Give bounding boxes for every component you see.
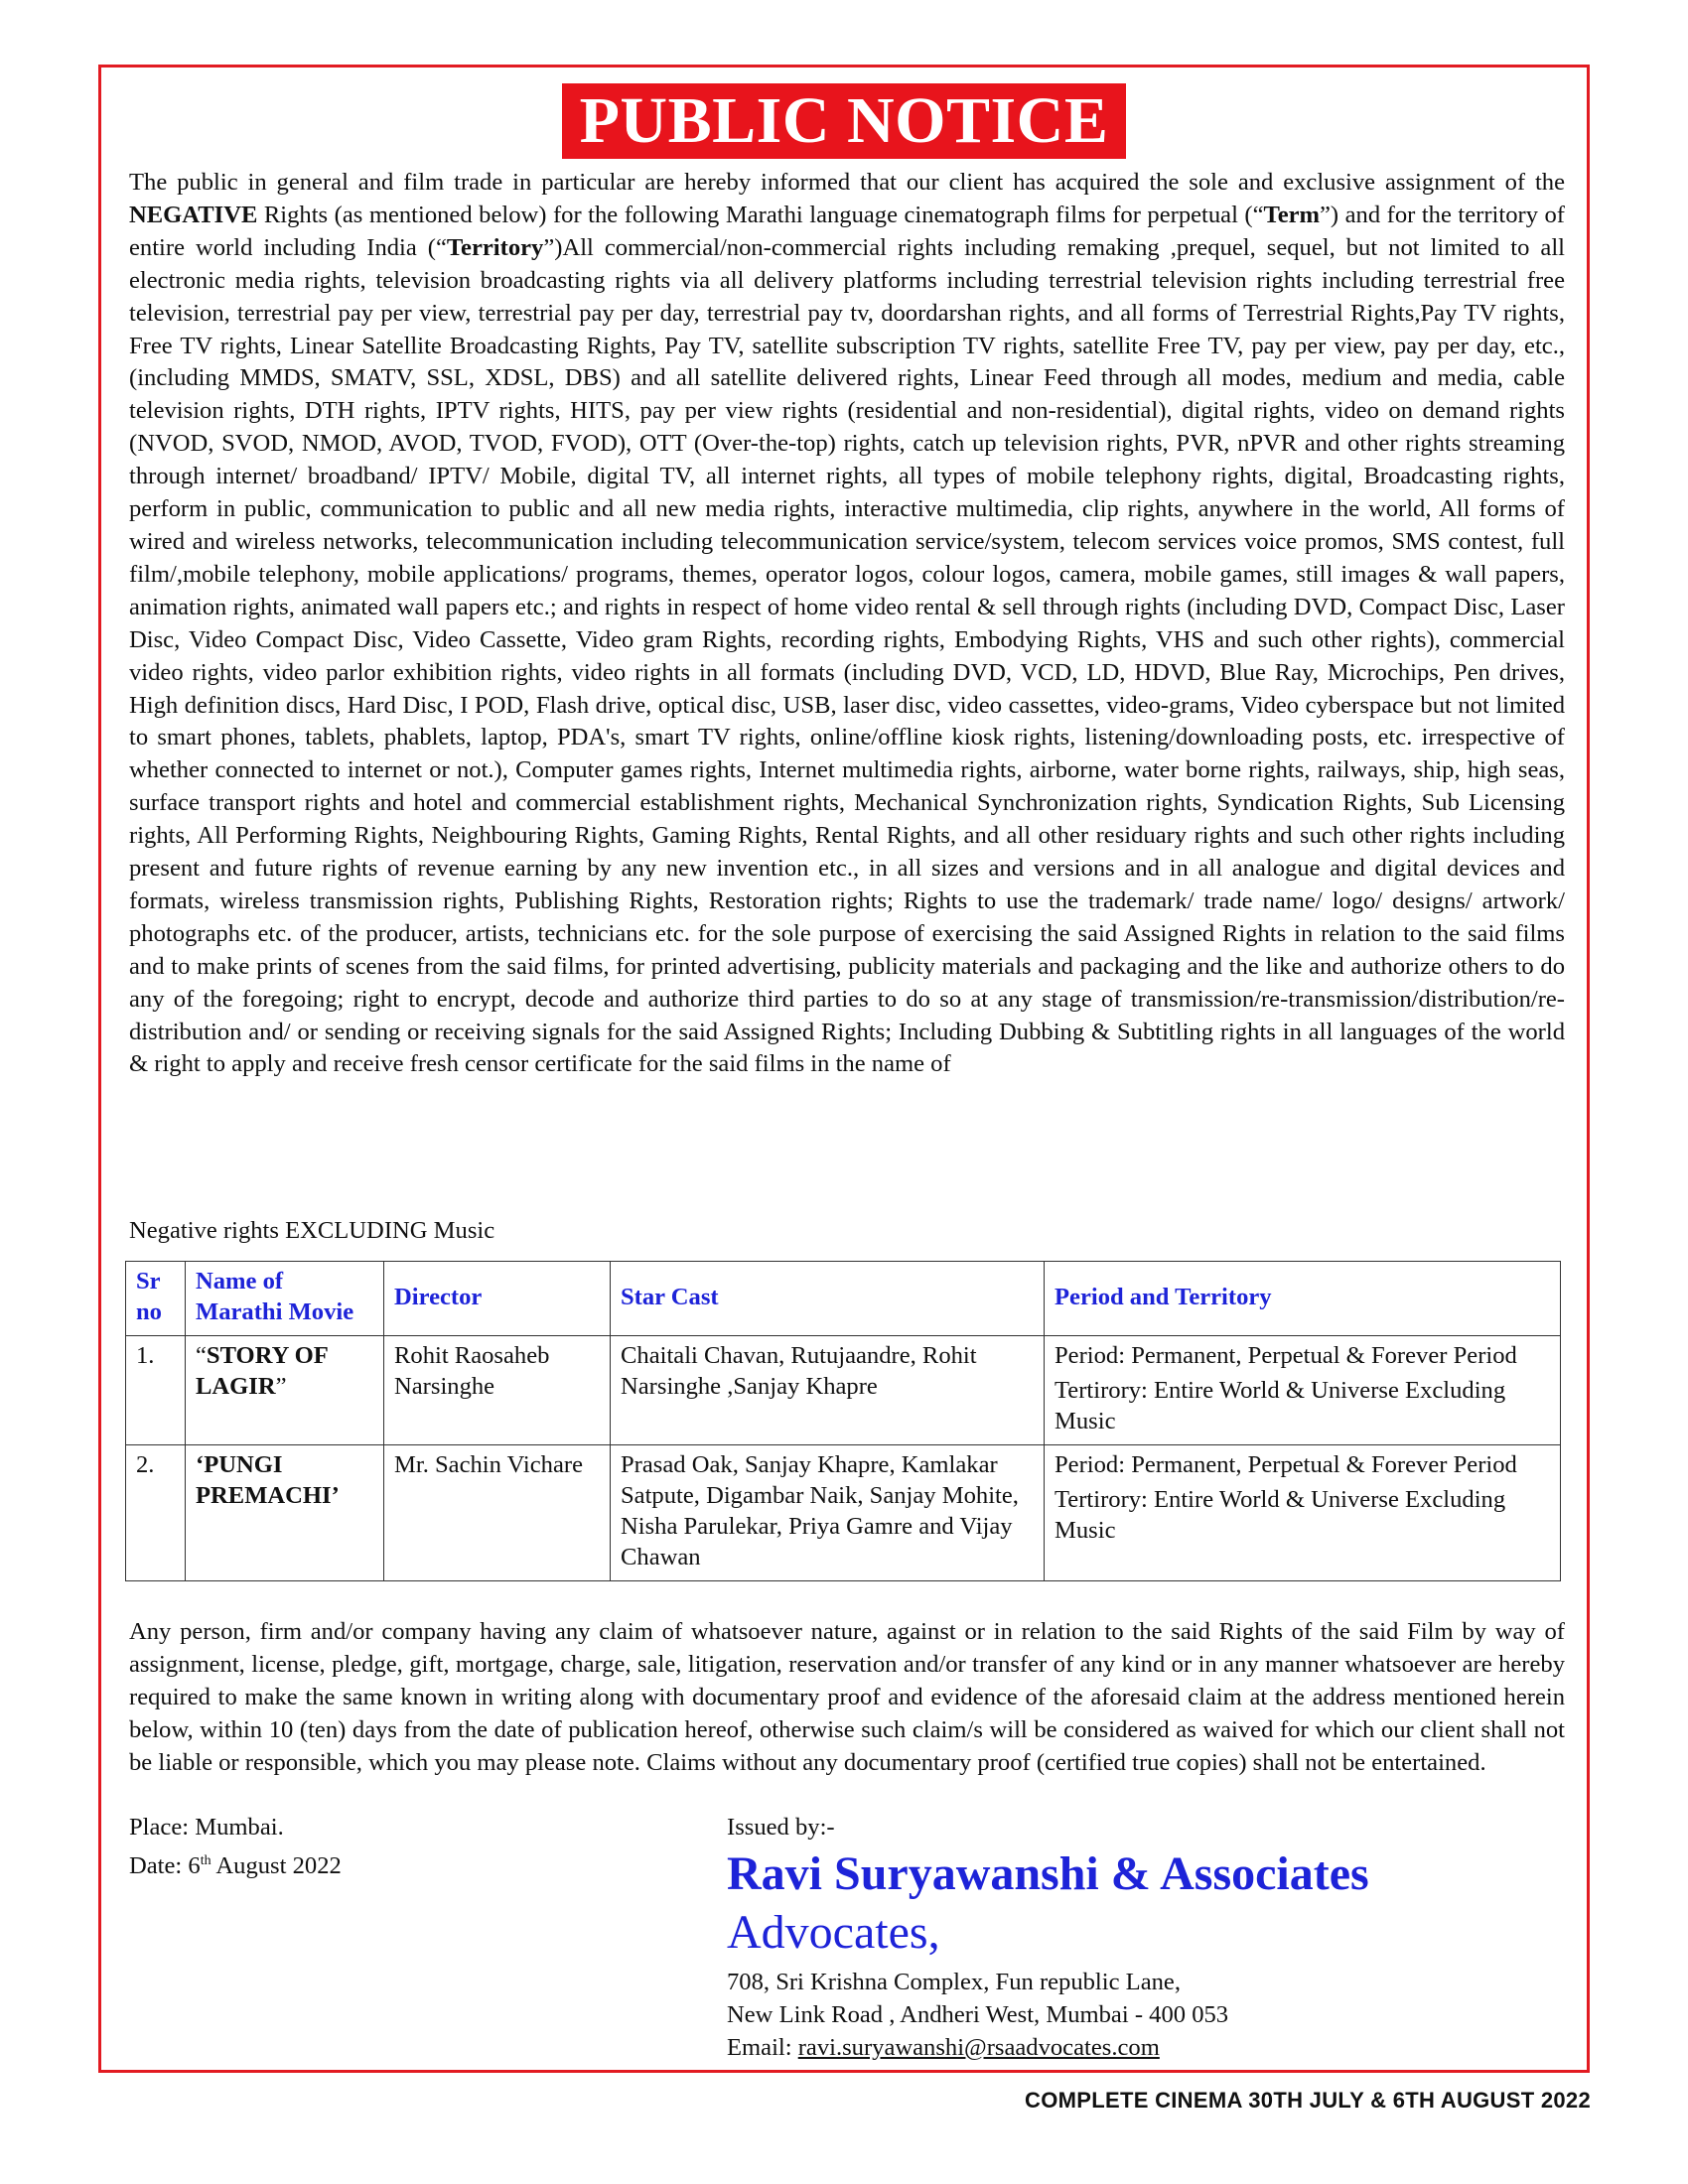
header-director: Director	[384, 1262, 611, 1336]
movie-quote-close: ”	[275, 1373, 287, 1400]
publication-footer: COMPLETE CINEMA 30TH JULY & 6TH AUGUST 2022	[1025, 2088, 1591, 2113]
intro-bold-negative: NEGATIVE	[129, 201, 258, 228]
row-director: Rohit Raosaheb Narsinghe	[384, 1336, 611, 1445]
notice-frame	[98, 65, 1590, 2073]
address-line-1: 708, Sri Krishna Complex, Fun republic Lane,	[727, 1969, 1181, 1995]
intro-bold-term: Term	[1263, 201, 1321, 228]
place-date-block	[129, 1811, 342, 1883]
email-link[interactable]: ravi.suryawanshi@rsaadvocates.com	[797, 2034, 1160, 2061]
address-block	[727, 1966, 1228, 2064]
intro-bold-territory: Territory	[446, 233, 544, 261]
row-cast: Chaitali Chavan, Rutujaandre, Rohit Narsinghe ,Sanjay Khapre	[611, 1336, 1045, 1445]
row-director: Mr. Sachin Vichare	[384, 1445, 611, 1581]
date-sup: th	[200, 1853, 211, 1868]
firm-name: Ravi Suryawanshi & Associates	[727, 1847, 1369, 1900]
header-cast: Star Cast	[611, 1262, 1045, 1336]
issued-by-label: Issued by:-	[727, 1814, 835, 1841]
header-period: Period and Territory	[1045, 1262, 1561, 1336]
movie-name: STORY OF LAGIR	[196, 1342, 328, 1400]
negative-rights-line: Negative rights EXCLUDING Music	[129, 1217, 495, 1244]
films-table	[125, 1261, 1561, 1581]
intro-text-1: The public in general and film trade in particular are hereby informed that our client has acquired the sole and exclusive assignment of the	[129, 169, 1565, 196]
intro-text-3: ”) and for the territory of entire world including India (“	[129, 201, 1565, 261]
row-period-territory	[1045, 1445, 1561, 1581]
row-territory: Tertirory: Entire World & Universe Excluding Music	[1055, 1486, 1506, 1544]
row-period-territory	[1045, 1336, 1561, 1445]
notice-title: PUBLIC NOTICE	[562, 83, 1127, 159]
row-movie	[186, 1445, 384, 1581]
movie-quote-open: “	[196, 1342, 207, 1369]
row-period: Period: Permanent, Perpetual & Forever Period	[1055, 1342, 1517, 1369]
date-prefix: Date: 6	[129, 1852, 201, 1880]
row-movie	[186, 1336, 384, 1445]
intro-paragraph	[129, 167, 1565, 1081]
row-cast: Prasad Oak, Sanjay Khapre, Kamlakar Satpute, Digambar Naik, Sanjay Mohite, Nisha Parulekar, Priya Gamre and Vijay Chawan	[611, 1445, 1045, 1581]
row-sr: 2.	[126, 1445, 186, 1581]
row-sr: 1.	[126, 1336, 186, 1445]
intro-text-4: ”)All commercial/non-commercial rights including remaking ,prequel, sequel, but not limited to all electronic media rights, television broadcasting rights via all delivery platforms including terrestrial television rights including terrestrial free television, terrestrial pay per view, terrestrial pay per day, terrestrial pay tv, doordarshan rights, and all forms of Terrestrial Rights,Pay TV rights, Free TV rights, Linear Satellite Broadcasting Rights, Pay TV, satellite subscription TV rights, satellite Free TV, pay per view, pay per day, etc., (including MMDS, SMATV, SSL, XDSL, DBS) and all satellite delivered rights, Linear Feed through all modes, medium and media, cable television rights, DTH rights, IPTV rights, HITS, pay per view rights (residential and non-residential), digital rights, video on demand rights (NVOD, SVOD, NMOD, AVOD, TVOD, FVOD), OTT (Over-the-top) rights, catch up television rights, PVR, nPVR and other rights streaming through internet/ broadband/ IPTV/ Mobile, digital TV, all internet rights, all types of mobile telephony rights, digital, Broadcasting rights, perform in public, communication to public and all new media rights, interactive multimedia, clip rights, anywhere in the world, All forms of wired and wireless networks, telecommunication including telecommunication service/system, telecom services voice promos, SMS contest, full film/,mobile telephony, mobile applications/ programs, themes, operator logos, colour logos, camera, mobile games, still images & wall papers, animation rights, animated wall papers etc.; and rights in respect of home video rental & sell through rights (including DVD, Compact Disc, Laser Disc, Video Compact Disc, Video Cassette, Video gram Rights, recording rights, Embodying Rights, VHS and such other rights), commercial video rights, video parlor exhibition rights, video rights in all formats (including DVD, VCD, LD, HDVD, Blue Ray, Microchips, Pen drives, High definition discs, Hard Disc, I POD, Flash drive, optical disc, USB, laser disc, video cassettes, video-grams, Video cyberspace but not limited to smart phones, tablets, phablets, laptop, PDA's, smart TV rights, online/offline kiosk rights, listening/downloading posts, etc. irrespective of whether connected to internet or not.), Computer games rights, Internet multimedia rights, airborne, water borne rights, railways, ship, high seas, surface transport rights and hotel and commercial establishment rights, Mechanical Synchronization rights, Syndication Rights, Sub Licensing rights, All Performing Rights, Neighbouring Rights, Gaming Rights, Rental Rights, and all other residuary rights and such other rights including present and future rights of revenue earning by any new invention etc., in all sizes and versions and in all analogue and digital devices and formats, wireless transmission rights, Publishing Rights, Restoration rights; Rights to use the trademark/ trade name/ logo/ designs/ artwork/ photographs etc. of the producer, artists, technicians etc. for the sole purpose of exercising the said Assigned Rights in relation to the said films and to make prints of scenes from the said films, for printed advertising, publicity materials and packaging and the like and authorize others to do any of the foregoing; right to encrypt, decode and authorize third parties to do so at any stage of transmission/re-transmission/distribution/re-distribution and/ or sending or receiving signals for the said Assigned Rights; Including Dubbing & Subtitling rights in all languages of the world & right to apply and receive fresh censor certificate for the said films in the name of	[129, 233, 1565, 1078]
date-suffix: August 2022	[211, 1852, 342, 1880]
claims-paragraph: Any person, firm and/or company having any claim of whatsoever nature, against or in relation to the said Rights of the said Film by way of assignment, license, pledge, gift, mortgage, charge, sale, litigation, reservation and/or transfer of any kind or in any manner whatsoever are hereby required to make the same known in writing along with documentary proof and evidence of the aforesaid claim at the address mentioned herein below, within 10 (ten) days from the date of publication hereof, otherwise such claim/s will be considered as waived for which our client shall not be liable or responsible, which you may please note. Claims without any documentary proof (certified true copies) shall not be entertained.	[129, 1618, 1565, 1776]
table-row	[126, 1445, 1561, 1581]
table-header-row	[126, 1262, 1561, 1336]
table-row	[126, 1336, 1561, 1445]
header-sr: Sr no	[126, 1262, 186, 1336]
row-territory: Tertirory: Entire World & Universe Excluding Music	[1055, 1377, 1506, 1434]
row-period: Period: Permanent, Perpetual & Forever Period	[1055, 1451, 1517, 1478]
title-wrap	[101, 83, 1587, 159]
email-line	[727, 2031, 1228, 2064]
address-line-2: New Link Road , Andheri West, Mumbai - 400 053	[727, 2001, 1229, 2028]
intro-text-2: Rights (as mentioned below) for the following Marathi language cinematograph films for perpetual (“	[257, 201, 1264, 228]
place-line: Place: Mumbai.	[129, 1814, 284, 1841]
date-line	[129, 1844, 342, 1883]
email-label: Email:	[727, 2034, 798, 2061]
advocates-label: Advocates,	[727, 1906, 940, 1959]
movie-name: ‘PUNGI PREMACHI’	[196, 1451, 340, 1509]
header-movie: Name of Marathi Movie	[186, 1262, 384, 1336]
